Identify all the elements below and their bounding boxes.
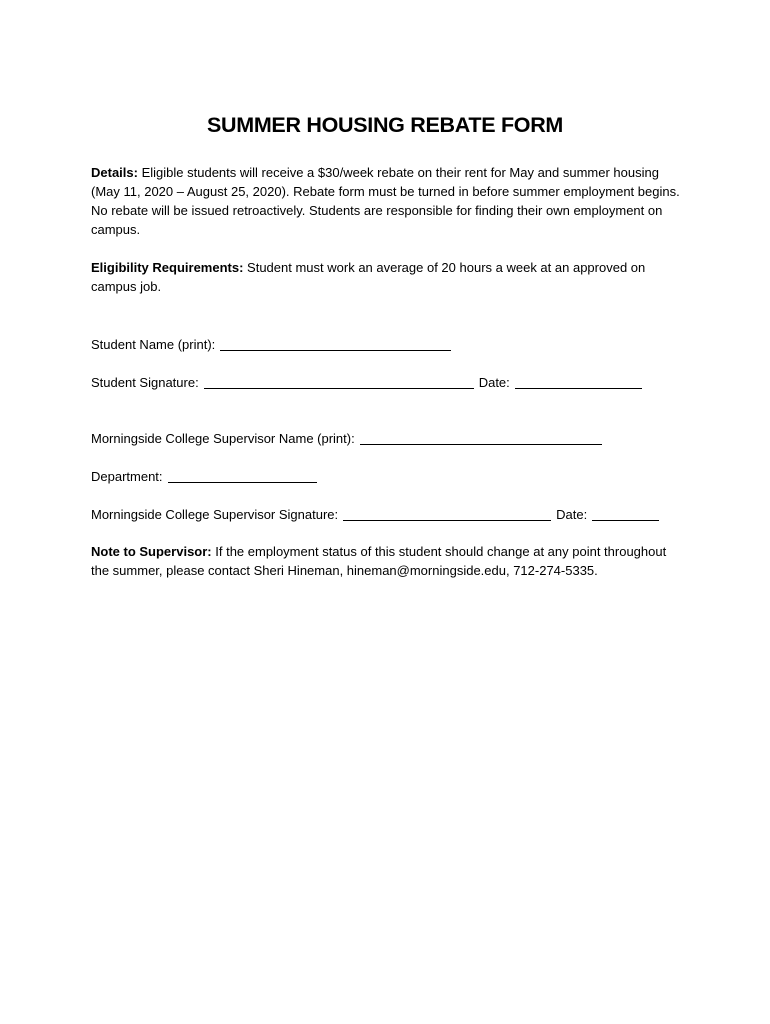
student-signature-row — [91, 372, 642, 392]
student-date-label: Date: — [478, 375, 510, 390]
supervisor-signature-label: Morningside College Supervisor Signature: — [91, 507, 339, 522]
supervisor-name-row — [91, 428, 602, 448]
note-paragraph — [91, 542, 681, 580]
supervisor-signature-row — [91, 504, 659, 524]
department-label: Department: — [91, 469, 163, 484]
student-date-field[interactable] — [515, 374, 642, 389]
student-name-field[interactable] — [220, 336, 451, 351]
department-field[interactable] — [168, 468, 317, 483]
student-signature-label: Student Signature: — [91, 375, 199, 390]
supervisor-signature-field[interactable] — [343, 506, 551, 521]
student-name-label: Student Name (print): — [91, 337, 216, 352]
form-title: SUMMER HOUSING REBATE FORM — [206, 113, 564, 137]
supervisor-date-field[interactable] — [592, 506, 659, 521]
details-text: Eligible students will receive a $30/week rebate on their rent for May and summer housing (May 11, 2020 – August 25, 2020). Rebate form must be turned in before summer employment begins. No rebate will be issued retroactively. Students are responsible for finding their own employment on campus. — [91, 165, 680, 237]
eligibility-label: Eligibility Requirements: — [91, 260, 244, 275]
student-signature-field[interactable] — [204, 374, 474, 389]
supervisor-name-field[interactable] — [360, 430, 602, 445]
note-label: Note to Supervisor: — [91, 544, 212, 559]
eligibility-paragraph — [91, 258, 681, 296]
details-label: Details: — [91, 165, 138, 180]
supervisor-date-label: Date: — [556, 507, 588, 522]
eligibility-text: Student must work an average of 20 hours a week at an approved on campus job. — [91, 260, 646, 294]
student-name-row — [91, 334, 451, 354]
supervisor-name-label: Morningside College Supervisor Name (print): — [91, 431, 355, 446]
details-paragraph — [91, 163, 681, 239]
note-text: If the employment status of this student should change at any point throughout the summer, please contact Sheri Hineman, hineman@morningside.edu, 712-274-5335. — [91, 544, 667, 578]
department-row — [91, 466, 317, 486]
